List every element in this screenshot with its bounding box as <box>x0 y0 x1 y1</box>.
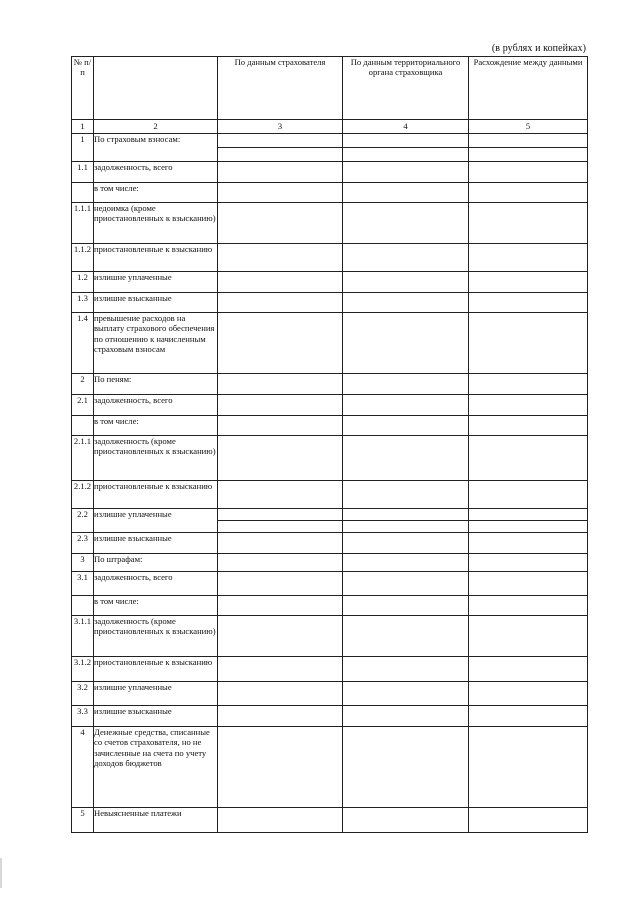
territorial-value-cell[interactable] <box>343 162 469 183</box>
row-number: 2.2 <box>72 509 94 533</box>
territorial-value-cell[interactable] <box>343 203 469 244</box>
column-number: 4 <box>343 120 469 134</box>
difference-value-cell[interactable] <box>469 374 588 395</box>
table-row <box>72 313 588 374</box>
row-label: Невыясненные платежи <box>94 808 218 833</box>
header-difference: Расхождение между данными <box>469 57 588 120</box>
territorial-value-cell[interactable] <box>343 416 469 436</box>
row-label: По пеням: <box>94 374 218 395</box>
table-row <box>72 572 588 596</box>
insurer-value-cell[interactable] <box>218 706 343 727</box>
insurer-value-cell[interactable] <box>218 293 343 313</box>
difference-value-cell[interactable] <box>469 554 588 572</box>
table-row <box>72 244 588 272</box>
row-number: 3.1 <box>72 572 94 596</box>
difference-value-cell[interactable] <box>469 596 588 616</box>
row-label: По страховым взносам: <box>94 134 218 162</box>
column-number-row <box>72 120 588 134</box>
territorial-value-cell[interactable] <box>343 293 469 313</box>
row-label: излишне уплаченные <box>94 272 218 293</box>
insurer-value-cell[interactable] <box>218 596 343 616</box>
row-label: в том числе: <box>94 416 218 436</box>
insurer-value-cell[interactable] <box>218 183 343 203</box>
insurer-value-cell[interactable] <box>218 572 343 596</box>
table-row <box>72 436 588 481</box>
difference-value-cell[interactable] <box>469 203 588 244</box>
table-row <box>72 616 588 657</box>
row-number: 1.3 <box>72 293 94 313</box>
row-number: 1.1.1 <box>72 203 94 244</box>
difference-value-cell[interactable] <box>469 682 588 706</box>
row-number <box>72 596 94 616</box>
difference-value-cell[interactable] <box>469 313 588 374</box>
header-insurer: По данным страхователя <box>218 57 343 120</box>
column-number: 5 <box>469 120 588 134</box>
insurer-value-cell[interactable] <box>218 244 343 272</box>
row-number: 3.1.2 <box>72 657 94 682</box>
difference-value-cell[interactable] <box>469 436 588 481</box>
insurer-value-cell[interactable] <box>218 554 343 572</box>
column-number: 2 <box>94 120 218 134</box>
difference-value-cell[interactable] <box>469 657 588 682</box>
row-label: излишне взысканные <box>94 706 218 727</box>
row-number: 4 <box>72 727 94 808</box>
difference-value-cell[interactable] <box>469 416 588 436</box>
row-label: приостановленные к взысканию <box>94 657 218 682</box>
row-label: приостановленные к взысканию <box>94 244 218 272</box>
territorial-value-cell[interactable] <box>343 183 469 203</box>
difference-value-cell[interactable] <box>469 706 588 727</box>
table-row <box>72 554 588 572</box>
territorial-value-cell[interactable] <box>343 436 469 481</box>
difference-value-cell[interactable] <box>469 244 588 272</box>
insurer-value-cell[interactable] <box>218 533 343 554</box>
insurer-value-cell[interactable] <box>218 657 343 682</box>
row-number <box>72 416 94 436</box>
column-number: 1 <box>72 120 94 134</box>
table-row <box>72 416 588 436</box>
row-number: 3 <box>72 554 94 572</box>
insurer-value-cell[interactable] <box>218 374 343 395</box>
row-label: задолженность (кроме приостановленных к взысканию) <box>94 616 218 657</box>
difference-value-cell[interactable] <box>469 395 588 416</box>
table-row <box>72 481 588 509</box>
insurer-value-cell[interactable] <box>218 509 343 533</box>
insurer-value-cell[interactable] <box>218 808 343 833</box>
row-label: Денежные средства, списанные со счетов страхователя, но не зачисленные на счета по учету доходов бюджетов <box>94 727 218 808</box>
unit-note: (в рублях и копейках) <box>491 43 586 54</box>
row-label: излишне взысканные <box>94 293 218 313</box>
row-number: 1.1.2 <box>72 244 94 272</box>
table-row <box>72 272 588 293</box>
table-row <box>72 134 588 162</box>
territorial-value-cell[interactable] <box>343 706 469 727</box>
territorial-value-cell[interactable] <box>343 682 469 706</box>
difference-value-cell[interactable] <box>469 616 588 657</box>
difference-value-cell[interactable] <box>469 293 588 313</box>
difference-value-cell[interactable] <box>469 509 588 533</box>
territorial-value-cell[interactable] <box>343 657 469 682</box>
insurer-value-cell[interactable] <box>218 682 343 706</box>
territorial-value-cell[interactable] <box>343 727 469 808</box>
scan-edge-mark <box>0 858 2 888</box>
row-number: 5 <box>72 808 94 833</box>
header-territorial: По данным территориального органа страховщика <box>343 57 469 120</box>
insurer-value-cell[interactable] <box>218 162 343 183</box>
row-number: 3.1.1 <box>72 616 94 657</box>
table-row <box>72 395 588 416</box>
header-num: № п/п <box>72 57 94 120</box>
territorial-value-cell[interactable] <box>343 554 469 572</box>
difference-value-cell[interactable] <box>469 272 588 293</box>
row-label: задолженность, всего <box>94 572 218 596</box>
insurer-value-cell[interactable] <box>218 436 343 481</box>
difference-value-cell[interactable] <box>469 162 588 183</box>
table-row <box>72 808 588 833</box>
table-row <box>72 203 588 244</box>
territorial-value-cell[interactable] <box>343 272 469 293</box>
table-row <box>72 706 588 727</box>
insurer-value-cell[interactable] <box>218 313 343 374</box>
difference-value-cell[interactable] <box>469 727 588 808</box>
territorial-value-cell[interactable] <box>343 481 469 509</box>
table-row <box>72 162 588 183</box>
territorial-value-cell[interactable] <box>343 374 469 395</box>
row-number: 1 <box>72 134 94 162</box>
table-row <box>72 657 588 682</box>
row-label: излишне уплаченные <box>94 682 218 706</box>
row-label: задолженность (кроме приостановленных к взысканию) <box>94 436 218 481</box>
row-label: превышение расходов на выплату страхового обеспечения по отношению к начисленным страховым взносам <box>94 313 218 374</box>
row-number: 1.2 <box>72 272 94 293</box>
reconciliation-table <box>71 56 588 833</box>
table-row <box>72 596 588 616</box>
row-number: 1.1 <box>72 162 94 183</box>
insurer-value-cell[interactable] <box>218 395 343 416</box>
insurer-value-cell[interactable] <box>218 616 343 657</box>
territorial-value-cell[interactable] <box>343 533 469 554</box>
row-label: задолженность, всего <box>94 395 218 416</box>
difference-value-cell[interactable] <box>469 533 588 554</box>
row-label: задолженность, всего <box>94 162 218 183</box>
row-label: излишне взысканные <box>94 533 218 554</box>
row-label: в том числе: <box>94 183 218 203</box>
column-number: 3 <box>218 120 343 134</box>
table-row <box>72 727 588 808</box>
table-row <box>72 374 588 395</box>
row-number: 2.1 <box>72 395 94 416</box>
row-number: 3.2 <box>72 682 94 706</box>
row-number: 2.1.1 <box>72 436 94 481</box>
insurer-value-cell[interactable] <box>218 203 343 244</box>
row-number <box>72 183 94 203</box>
table-row <box>72 183 588 203</box>
row-number: 3.3 <box>72 706 94 727</box>
territorial-value-cell[interactable] <box>343 572 469 596</box>
territorial-value-cell[interactable] <box>343 596 469 616</box>
territorial-value-cell[interactable] <box>343 616 469 657</box>
insurer-value-cell[interactable] <box>218 416 343 436</box>
table-row <box>72 293 588 313</box>
row-label: в том числе: <box>94 596 218 616</box>
territorial-value-cell[interactable] <box>343 808 469 833</box>
row-label: По штрафам: <box>94 554 218 572</box>
row-label: излишне уплаченные <box>94 509 218 533</box>
territorial-value-cell[interactable] <box>343 395 469 416</box>
table-row <box>72 533 588 554</box>
insurer-value-cell[interactable] <box>218 134 343 162</box>
row-number: 2.1.2 <box>72 481 94 509</box>
row-number: 2.3 <box>72 533 94 554</box>
territorial-value-cell[interactable] <box>343 134 469 162</box>
table-row <box>72 682 588 706</box>
difference-value-cell[interactable] <box>469 808 588 833</box>
row-label: приостановленные к взысканию <box>94 481 218 509</box>
row-number: 1.4 <box>72 313 94 374</box>
row-number: 2 <box>72 374 94 395</box>
difference-value-cell[interactable] <box>469 134 588 162</box>
insurer-value-cell[interactable] <box>218 481 343 509</box>
header-name <box>94 57 218 120</box>
territorial-value-cell[interactable] <box>343 509 469 533</box>
table-row <box>72 509 588 533</box>
difference-value-cell[interactable] <box>469 481 588 509</box>
header-row <box>72 57 588 120</box>
difference-value-cell[interactable] <box>469 183 588 203</box>
row-label: недоимка (кроме приостановленных к взысканию) <box>94 203 218 244</box>
insurer-value-cell[interactable] <box>218 272 343 293</box>
insurer-value-cell[interactable] <box>218 727 343 808</box>
difference-value-cell[interactable] <box>469 572 588 596</box>
territorial-value-cell[interactable] <box>343 244 469 272</box>
territorial-value-cell[interactable] <box>343 313 469 374</box>
